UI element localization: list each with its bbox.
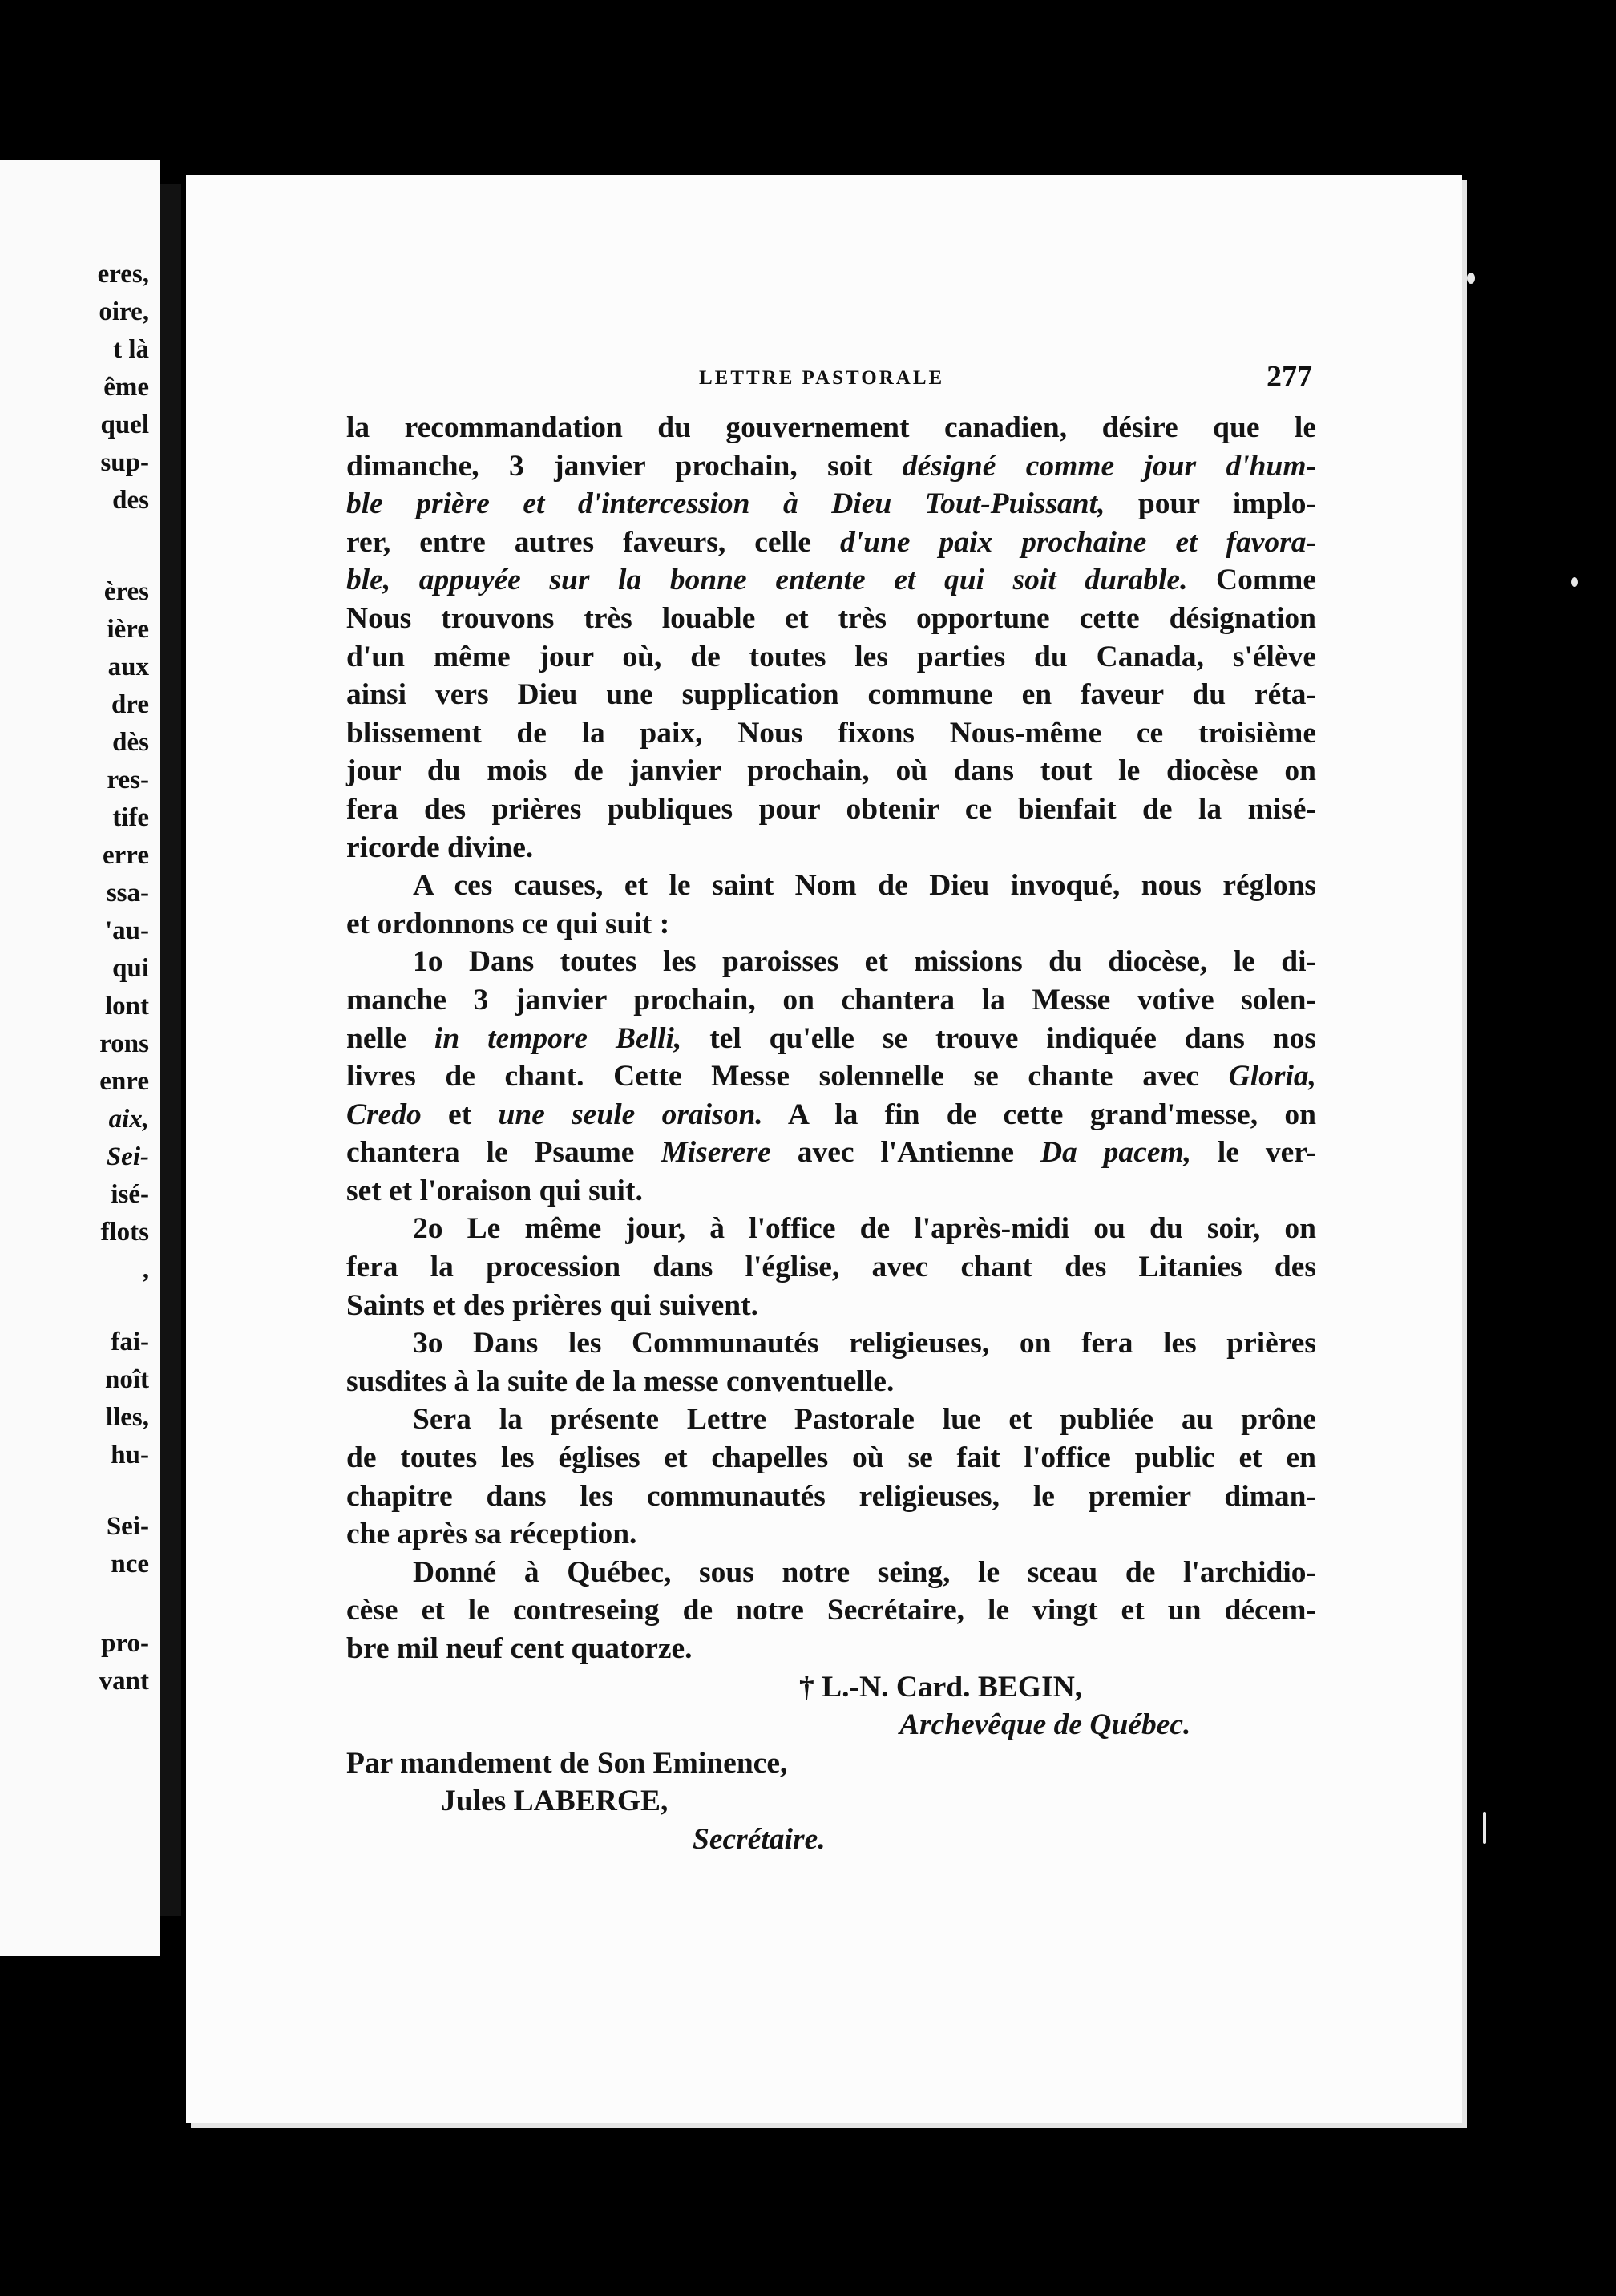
left-page-fragment: flots bbox=[100, 1218, 149, 1247]
text-line: che après sa réception. bbox=[346, 1518, 637, 1551]
signature-cardinal-name: † L.-N. Card. BEGIN, bbox=[799, 1670, 1083, 1704]
text-line: A ces causes, et le saint Nom de Dieu invoqué, nous réglons bbox=[413, 869, 1316, 903]
page-number: 277 bbox=[1267, 360, 1312, 394]
left-page-fragment: vant bbox=[99, 1667, 149, 1696]
text-line: bre mil neuf cent quatorze. bbox=[346, 1632, 693, 1665]
running-header bbox=[186, 359, 1462, 394]
left-page-fragment: ères bbox=[103, 577, 149, 606]
left-page-fragment: pro- bbox=[101, 1629, 149, 1658]
text-line: Sera la présente Lettre Pastorale lue et publiée au prône bbox=[413, 1403, 1316, 1437]
left-page-fragment: sup- bbox=[100, 448, 149, 477]
text-line: jour du mois de janvier prochain, où dans tout le diocèse on bbox=[346, 754, 1316, 788]
left-page-fragment: res- bbox=[107, 766, 149, 794]
text-line: susdites à la suite de la messe conventuelle. bbox=[346, 1364, 895, 1398]
left-page-fragment: erre bbox=[103, 841, 149, 870]
text-line: et ordonnons ce qui suit : bbox=[346, 907, 670, 940]
left-page-fragment: t là bbox=[113, 335, 149, 364]
left-page-fragment: fai- bbox=[111, 1328, 149, 1356]
signature-secretary-title: Secrétaire. bbox=[693, 1822, 826, 1856]
text-line: d'un même jour où, de toutes les parties du Canada, s'élève bbox=[346, 640, 1316, 673]
letter-body bbox=[346, 409, 1316, 1859]
left-page-fragment: noît bbox=[104, 1365, 149, 1394]
left-page-fragment: ssa- bbox=[106, 879, 149, 907]
left-page-fragment: quel bbox=[100, 410, 149, 439]
text-line: Donné à Québec, sous notre seing, le sceau de l'archidio- bbox=[413, 1555, 1316, 1589]
text-line: Credo et une seule oraison. A la fin de cette grand'messe, on bbox=[346, 1097, 1316, 1131]
left-page-fragment: Sei- bbox=[106, 1512, 149, 1541]
text-line: chantera le Psaume Miserere avec l'Antienne Da pacem, le ver- bbox=[346, 1136, 1316, 1170]
text-line: ble, appuyée sur la bonne entente et qui soit durable. Comme bbox=[346, 564, 1317, 597]
film-speck bbox=[1571, 577, 1578, 587]
left-page-fragment: nce bbox=[111, 1550, 149, 1578]
left-page-fragment: , bbox=[142, 1255, 149, 1284]
left-page bbox=[0, 160, 160, 1956]
text-line: nelle in tempore Belli, tel qu'elle se trouve indiquée dans nos bbox=[346, 1021, 1316, 1055]
signature-cardinal-title: Archevêque de Québec. bbox=[899, 1708, 1191, 1742]
text-line: manche 3 janvier prochain, on chantera la Messe votive solen- bbox=[346, 983, 1316, 1017]
left-page-fragment: dès bbox=[112, 728, 149, 757]
text-line: ricorde divine. bbox=[346, 831, 534, 864]
signature-mandate: Par mandement de Son Eminence, bbox=[346, 1746, 788, 1780]
left-page-fragment: eres, bbox=[97, 260, 149, 289]
text-line: cèse et le contreseing de notre Secrétaire, le vingt et un décem- bbox=[346, 1594, 1316, 1627]
film-speck bbox=[1467, 273, 1475, 284]
left-page-fragment: enre bbox=[99, 1067, 149, 1096]
text-line: ainsi vers Dieu une supplication commune en faveur du réta- bbox=[346, 678, 1316, 712]
running-title: LETTRE PASTORALE bbox=[699, 367, 945, 389]
text-line: la recommandation du gouvernement canadien, désire que le bbox=[346, 411, 1316, 444]
left-page-fragment: 'au- bbox=[104, 916, 149, 945]
left-page-fragment: aix, bbox=[108, 1105, 149, 1134]
left-page-fragment: qui bbox=[112, 954, 149, 983]
signature-secretary-name: Jules LABERGE, bbox=[441, 1785, 669, 1818]
text-line: 1o Dans toutes les paroisses et missions du diocèse, le di- bbox=[413, 945, 1316, 979]
book-binding bbox=[160, 184, 181, 1916]
left-page-fragment: Sei- bbox=[106, 1142, 149, 1171]
left-page-fragment: ême bbox=[103, 373, 149, 402]
text-line: set et l'oraison qui suit. bbox=[346, 1174, 643, 1207]
left-page-fragment: des bbox=[112, 486, 149, 515]
film-speck bbox=[1483, 1812, 1486, 1844]
left-page-fragment: lles, bbox=[105, 1403, 149, 1432]
left-page-fragment: lont bbox=[104, 992, 149, 1021]
left-page-fragment: dre bbox=[111, 690, 149, 719]
text-line: ble prière et d'intercession à Dieu Tout-Puissant, pour implo- bbox=[346, 487, 1316, 521]
text-line: rer, entre autres faveurs, celle d'une paix prochaine et favora- bbox=[346, 525, 1316, 559]
text-line: dimanche, 3 janvier prochain, soit désigné comme jour d'hum- bbox=[346, 449, 1316, 483]
text-line: Nous trouvons très louable et très opportune cette désignation bbox=[346, 601, 1316, 635]
left-page-fragment: ière bbox=[107, 615, 149, 644]
text-line: de toutes les églises et chapelles où se fait l'office public et en bbox=[346, 1441, 1316, 1475]
text-line: fera la procession dans l'église, avec chant des Litanies des bbox=[346, 1251, 1316, 1284]
text-line: Saints et des prières qui suivent. bbox=[346, 1288, 758, 1322]
left-page-fragment: tife bbox=[112, 803, 149, 832]
left-page-fragment: aux bbox=[107, 653, 149, 681]
text-line: 2o Le même jour, à l'office de l'après-midi ou du soir, on bbox=[413, 1212, 1316, 1246]
text-line: chapitre dans les communautés religieuses, le premier diman- bbox=[346, 1479, 1316, 1513]
left-page-fragment: oire, bbox=[99, 297, 149, 326]
book-page bbox=[186, 175, 1462, 2123]
text-line: 3o Dans les Communautés religieuses, on fera les prières bbox=[413, 1327, 1316, 1360]
text-line: blissement de la paix, Nous fixons Nous-même ce troisième bbox=[346, 716, 1316, 750]
left-page-fragment: rons bbox=[99, 1029, 149, 1058]
left-page-fragment: isé- bbox=[111, 1180, 149, 1209]
text-line: fera des prières publiques pour obtenir ce bienfait de la misé- bbox=[346, 792, 1316, 826]
left-page-fragment: hu- bbox=[111, 1441, 149, 1469]
text-line: livres de chant. Cette Messe solennelle se chante avec Gloria, bbox=[346, 1060, 1316, 1093]
